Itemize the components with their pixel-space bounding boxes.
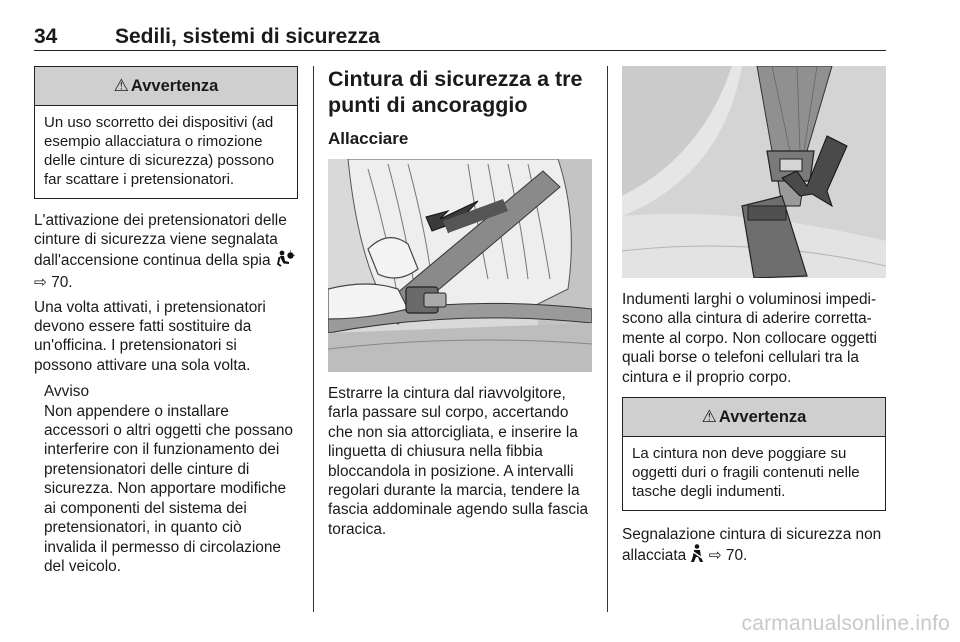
column-left [34, 66, 298, 576]
page-reference: 70. [725, 547, 748, 565]
column-divider [313, 66, 314, 612]
running-title: Sedili, sistemi di sicurezza [115, 25, 380, 48]
section-heading: Cintura di sicurezza a tre punti di ancoraggio [328, 67, 583, 117]
warning-text: Un uso scorretto dei dispositivi (ad esempio allacciatura o rimozione delle cinture di sicurezza) possono far scattare i pretensionatori. [44, 114, 275, 188]
page-reference-icon: ⇨ [708, 547, 722, 565]
pretensioner-replacement-paragraph: Una volta attivati, i pretensionatori devono essere fatti sostituire da un'officina. I pretensionatori si possono attivare una sola volta. [34, 298, 266, 374]
column-middle [328, 66, 592, 539]
seatbelt-reminder-icon [690, 544, 704, 568]
watermark: carmanualsonline.info [741, 612, 950, 635]
buckle-illustration [622, 66, 886, 278]
warning-box [34, 66, 298, 199]
warning-header [35, 67, 297, 106]
airbag-warning-light-icon [275, 250, 295, 273]
paragraph-text: L'attivazione dei pretensionatori delle cinture di sicurezza viene segnalata dall'accensione continua della spia [34, 212, 287, 269]
paragraph-text: Segnalazione cintura di sicurezza non allacciata [622, 526, 882, 565]
notice-title: Avviso [44, 383, 90, 401]
page-reference: 70. [51, 274, 73, 292]
warning-triangle-icon: ⚠ [701, 407, 717, 427]
warning-title: Avvertenza [130, 76, 219, 95]
column-divider [607, 66, 608, 612]
fastening-belt-illustration [328, 159, 592, 372]
notice-block [44, 382, 298, 576]
warning-triangle-icon: ⚠ [113, 76, 129, 95]
warning-box [622, 397, 886, 511]
warning-header [623, 398, 885, 437]
warning-text: La cintura non deve poggiare su oggetti duri o fragili contenuti nelle tasche degli indumenti. [632, 445, 860, 501]
seatbelt-reminder-paragraph [622, 525, 886, 569]
page-header [34, 22, 886, 51]
clothing-advice-paragraph: Indumenti larghi o voluminosi impediscono alla cintura di aderire correttamente al corpo. Non collocare oggetti quali borse o telefoni cellulari tra la cintura e il proprio corpo. [622, 291, 877, 386]
page-number: 34 [34, 25, 58, 48]
fastening-instructions: Estrarre la cintura dal riavvolgitore, farla passare sul corpo, accertando che non sia attorcigliata, e inserire la linguetta di chiusura nella fibbia bloccandola in posizione. A intervalli regolari durante la marcia, tendere la fascia addominale agendo sulla fascia toracica. [328, 385, 589, 538]
warning-title: Avvertenza [718, 407, 807, 426]
notice-text: Non appendere o installare accessori o altri oggetti che possano interferire con il funzionamento dei pretensionatori delle cinture di sicurezza. Non apportare modifiche ai componenti del sistema dei pretensionatori, in quanto ciò invalida il permesso di circolazione del veicolo. [44, 402, 293, 575]
page-reference-icon: ⇨ [34, 274, 47, 292]
pretensioner-activation-paragraph [34, 211, 298, 293]
column-right [622, 66, 886, 569]
subsection-heading: Allacciare [328, 129, 409, 148]
